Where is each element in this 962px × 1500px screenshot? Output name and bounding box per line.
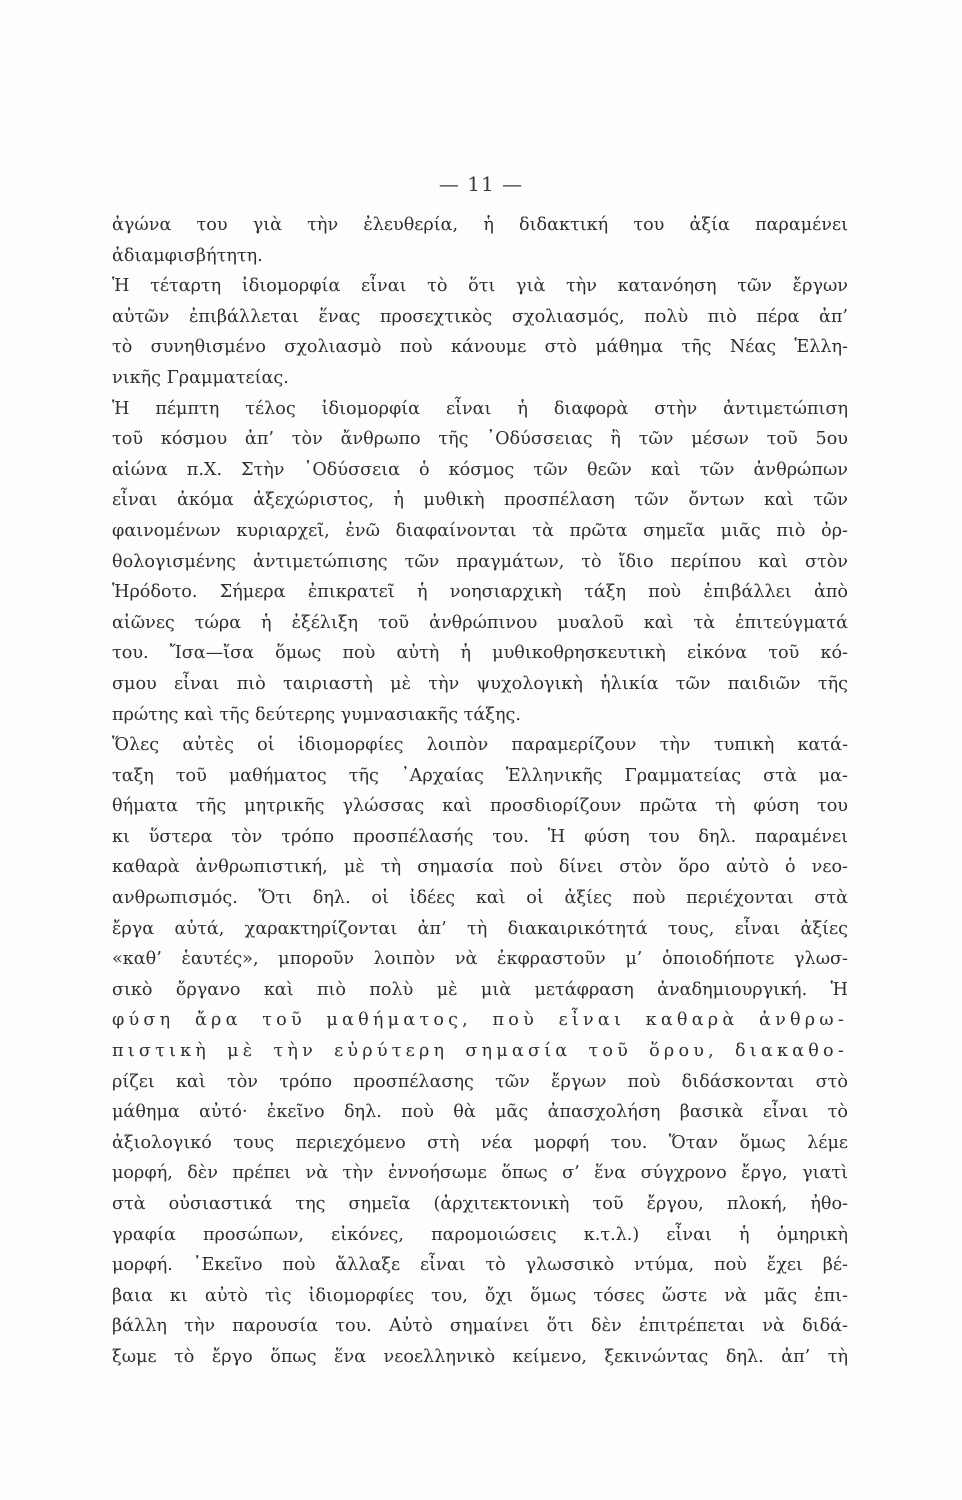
- text-line: μορφή, δὲν πρέπει νὰ τὴν ἐννοήσωμε ὅπως σ’ ἕνα σύγχρονο ἔργο, γιατὶ: [112, 1163, 848, 1184]
- text-line: σικὸ ὄργανο καὶ πιὸ πολὺ μὲ μιὰ μετάφραση ἀναδημιουργική. Ἡ: [112, 979, 848, 1000]
- text-line: γραφία προσώπων, εἰκόνες, παρομοιώσεις κ.τ.λ.) εἶναι ἡ ὁμηρικὴ: [112, 1224, 848, 1245]
- page-number: — 11 —: [438, 172, 524, 196]
- text-line: «καθ’ ἑαυτές», μποροῦν λοιπὸν νὰ ἐκφραστοῦν μ’ ὁποιοδήποτε γλωσ-: [112, 949, 848, 970]
- text-line: βάλλη τὴν παρουσία του. Αὐτὸ σημαίνει ὅτι δὲν ἐπιτρέπεται νὰ διδά-: [112, 1316, 848, 1337]
- text-line: μάθημα αὐτό· ἐκεῖνο δηλ. ποὺ θὰ μᾶς ἀπασχολήση βασικὰ εἶναι τὸ: [112, 1102, 848, 1123]
- text-line: νικῆς Γραμματείας.: [112, 367, 289, 388]
- text-line: πιστικὴ μὲ τὴν εὐρύτερη σημασία τοῦ ὅρου, διακαθο-: [112, 1041, 848, 1062]
- text-line: ἀξιολογικό τους περιεχόμενο στὴ νέα μορφή του. Ὅταν ὅμως λέμε: [112, 1132, 848, 1153]
- text-line: Ἡ πέμπτη τέλος ἰδιομορφία εἶναι ἡ διαφορὰ στὴν ἀντιμετώπιση: [112, 398, 848, 419]
- text-line: φύση ἄρα τοῦ μαθήματος, ποὺ εἶναι καθαρὰ ἀνθρω-: [112, 1010, 848, 1031]
- text-line: ἔργα αὐτά, χαρακτηρίζονται ἀπ’ τὴ διακαιρικότητά τους, εἶναι ἀξίες: [112, 918, 848, 939]
- text-line: τὸ συνηθισμένο σχολιασμὸ ποὺ κάνουμε στὸ μάθημα τῆς Νέας Ἑλλη-: [112, 337, 848, 358]
- text-line: ταξη τοῦ μαθήματος τῆς ᾿Αρχαίας Ἑλληνικῆς Γραμματείας στὰ μα-: [112, 765, 848, 786]
- text-line: καθαρὰ ἀνθρωπιστική, μὲ τὴ σημασία ποὺ δίνει στὸν ὅρο αὐτὸ ὁ νεο-: [112, 857, 848, 878]
- text-line: ρίζει καὶ τὸν τρόπο προσπέλασης τῶν ἔργων ποὺ διδάσκονται στὸ: [112, 1071, 848, 1092]
- text-line: σμου εἶναι πιὸ ταιριαστὴ μὲ τὴν ψυχολογικὴ ἡλικία τῶν παιδιῶν τῆς: [112, 673, 848, 694]
- text-line: ανθρωπισμός. Ὅτι δηλ. οἱ ἰδέες καὶ οἱ ἀξίες ποὺ περιέχονται στὰ: [112, 888, 848, 909]
- text-line: Ἡ τέταρτη ἰδιομορφία εἶναι τὸ ὅτι γιὰ τὴν κατανόηση τῶν ἔργων: [112, 276, 848, 297]
- text-line: βαια κι αὐτὸ τὶς ἰδιομορφίες του, ὄχι ὅμως τόσες ὥστε νὰ μᾶς ἐπι-: [112, 1285, 848, 1306]
- text-line: τοῦ κόσμου ἀπ’ τὸν ἄνθρωπο τῆς ᾿Οδύσσειας ἢ τῶν μέσων τοῦ 5ου: [112, 429, 848, 450]
- text-line: θήματα τῆς μητρικῆς γλώσσας καὶ προσδιορίζουν πρῶτα τὴ φύση του: [112, 796, 848, 817]
- text-line: φαινομένων κυριαρχεῖ, ἐνῶ διαφαίνονται τὰ πρῶτα σημεῖα μιᾶς πιὸ ὀρ-: [112, 520, 848, 541]
- text-line: Ἡρόδοτο. Σήμερα ἐπικρατεῖ ἡ νοησιαρχικὴ τάξη ποὺ ἐπιβάλλει ἀπὸ: [112, 582, 848, 603]
- text-line: ξωμε τὸ ἔργο ὅπως ἕνα νεοελληνικὸ κείμενο, ξεκινώντας δηλ. ἀπ’ τὴ: [112, 1346, 848, 1367]
- body-text: [112, 210, 848, 1373]
- text-line: πρώτης καὶ τῆς δεύτερης γυμνασιακῆς τάξης.: [112, 704, 521, 725]
- text-line: αἰῶνες τώρα ἡ ἐξέλιξη τοῦ ἀνθρώπινου μυαλοῦ καὶ τὰ ἐπιτεύγματά: [112, 612, 848, 633]
- text-line: αὐτῶν ἐπιβάλλεται ἕνας προσεχτικὸς σχολιασμός, πολὺ πιὸ πέρα ἀπ’: [112, 306, 848, 327]
- text-line: στὰ οὐσιαστικά της σημεῖα (ἀρχιτεκτονικὴ τοῦ ἔργου, πλοκή, ἠθο-: [112, 1194, 848, 1214]
- text-line: κι ὕστερα τὸν τρόπο προσπέλασής του. Ἡ φύση του δηλ. παραμένει: [112, 826, 848, 847]
- text-line: ἀγώνα του γιὰ τὴν ἐλευθερία, ἡ διδακτική του ἀξία παραμένει: [112, 215, 848, 235]
- text-line: μορφή. ᾿Εκεῖνο ποὺ ἄλλαξε εἶναι τὸ γλωσσικὸ ντύμα, ποὺ ἔχει βέ-: [112, 1255, 848, 1276]
- text-line: εἶναι ἀκόμα ἀξεχώριστος, ἡ μυθικὴ προσπέλαση τῶν ὄντων καὶ τῶν: [112, 490, 848, 511]
- text-line: του. Ἴσα—ἴσα ὅμως ποὺ αὐτὴ ἡ μυθικοθρησκευτικὴ εἰκόνα τοῦ κό-: [112, 643, 848, 664]
- text-line: ἀδιαμφισβήτητη.: [112, 245, 263, 266]
- text-line: Ὅλες αὐτὲς οἱ ἰδιομορφίες λοιπὸν παραμερίζουν τὴν τυπικὴ κατά-: [112, 735, 848, 756]
- text-line: θολογισμένης ἀντιμετώπισης τῶν πραγμάτων, τὸ ἴδιο περίπου καὶ στὸν: [112, 551, 848, 572]
- text-line: αἰώνα π.Χ. Στὴν ᾿Οδύσσεια ὁ κόσμος τῶν θεῶν καὶ τῶν ἀνθρώπων: [112, 459, 848, 480]
